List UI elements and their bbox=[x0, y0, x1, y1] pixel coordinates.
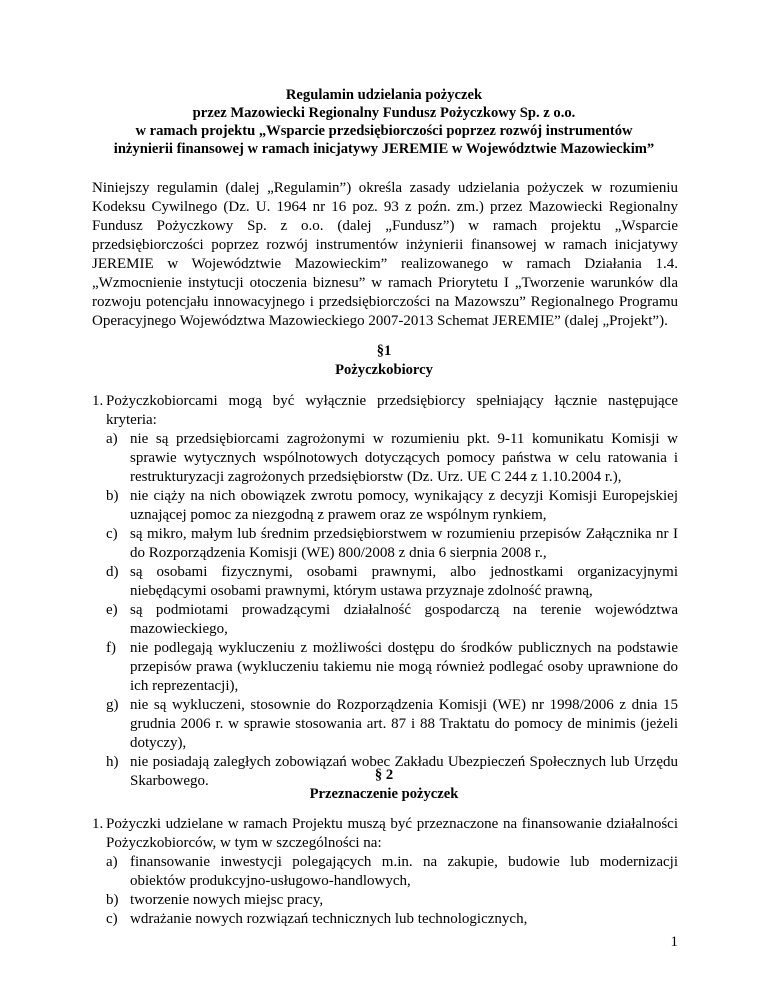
item-number: 1. bbox=[92, 393, 104, 409]
sub-item-f bbox=[92, 639, 678, 696]
sub-item-text: są osobami fizycznymi, osobami prawnymi, albo jednostkami organizacyjnymi niebędącymi osobami prawnymi, którym ustawa przyznaje zdolność prawną, bbox=[130, 564, 678, 599]
sub-item-label: d) bbox=[106, 564, 119, 580]
intro-paragraph: Niniejszy regulamin (dalej „Regulamin”) określa zasady udzielania pożyczek w rozumieniu Kodeksu Cywilnego (Dz. U. 1964 nr 16 poz. 93 z poźn. zm.) przez Mazowiecki Regionalny Fundusz Pożyczkowy Sp. z o.o. (dalej „Fundusz”) w ramach projektu „Wsparcie przedsiębiorczości poprzez rozwój instrumentów inżynierii finansowej w ramach inicjatywy JEREMIE w Województwie Mazowieckim” realizowanego w ramach Działania 1.4. „Wzmocnienie instytucji otoczenia biznesu” w ramach Priorytetu I „Tworzenie warunków dla rozwoju potencjału innowacyjnego i przedsiębiorczości na Mazowszu” Regionalnego Programu Operacyjnego Województwa Mazowieckiego 2007-2013 Schemat JEREMIE” (dalej „Projekt”). bbox=[92, 180, 678, 329]
section-2-heading: Przeznaczenie pożyczek bbox=[309, 786, 459, 802]
title-line-4: inżynierii finansowej w ramach inicjatywy JEREMIE w Województwie Mazowieckim” bbox=[113, 141, 655, 157]
item-number: 1. bbox=[92, 816, 104, 832]
sub-item-label: g) bbox=[106, 697, 119, 713]
sub-item-text: nie ciąży na nich obowiązek zwrotu pomocy, wynikający z decyzji Komisji Europejskiej uznającej pomoc za niezgodną z prawem oraz ze wspólnym rynkiem, bbox=[130, 488, 678, 523]
sub-item-label: c) bbox=[106, 526, 118, 542]
section-1-header bbox=[80, 342, 688, 380]
sub-item-label: a) bbox=[106, 431, 118, 447]
sub-item-d bbox=[92, 563, 678, 601]
sub-item-a bbox=[92, 430, 678, 487]
sub-item-label: e) bbox=[106, 602, 118, 618]
title-line-3: w ramach projektu „Wsparcie przedsiębiorczości poprzez rozwój instrumentów bbox=[135, 123, 633, 139]
section-1-list bbox=[92, 392, 678, 791]
section-2-header bbox=[80, 766, 688, 804]
sub-item-text: są podmiotami prowadzącymi działalność gospodarczą na terenie województwa mazowieckiego, bbox=[130, 602, 678, 637]
document-title bbox=[80, 86, 688, 158]
sub-item-e bbox=[92, 601, 678, 639]
section-1-number: §1 bbox=[376, 343, 392, 359]
section-1-heading: Pożyczkobiorcy bbox=[335, 362, 433, 378]
sub-item-label: b) bbox=[106, 488, 119, 504]
sub-item-c bbox=[92, 910, 678, 929]
sub-item-text: są mikro, małym lub średnim przedsiębiorstwem w rozumieniu przepisów Załącznika nr I do Rozporządzenia Komisji (WE) 800/2008 z dnia 6 sierpnia 2008 r., bbox=[130, 526, 678, 561]
sub-item-label: c) bbox=[106, 911, 118, 927]
sub-item-text: nie podlegają wykluczeniu z możliwości dostępu do środków publicznych na podstawie przepisów prawa (wykluczeniu takiemu nie mogą również podlegać osoby uprawnione do ich reprezentacji), bbox=[130, 640, 678, 694]
sub-item-text: nie są wykluczeni, stosownie do Rozporządzenia Komisji (WE) nr 1998/2006 z dnia 15 grudnia 2006 r. w sprawie stosowania art. 87 i 88 Traktatu do pomocy de minimis (jeżeli dotyczy), bbox=[130, 697, 678, 751]
sub-item-label: h) bbox=[106, 754, 119, 770]
sub-item-g bbox=[92, 696, 678, 753]
section-2-list bbox=[92, 815, 678, 929]
sub-item-label: f) bbox=[106, 640, 116, 656]
sub-item-label: b) bbox=[106, 892, 119, 908]
item-text: Pożyczkobiorcami mogą być wyłącznie przedsiębiorcy spełniający łącznie następujące kryteria: bbox=[106, 393, 678, 428]
sub-item-text: nie posiadają zaległych zobowiązań wobec Zakładu Ubezpieczeń Społecznych lub Urzędu Skarbowego. bbox=[130, 754, 678, 789]
section-2-number: § 2 bbox=[374, 767, 394, 783]
sub-item-c bbox=[92, 525, 678, 563]
sub-item-b bbox=[92, 891, 678, 910]
title-line-2: przez Mazowiecki Regionalny Fundusz Pożyczkowy Sp. z o.o. bbox=[192, 105, 576, 121]
title-line-1: Regulamin udzielania pożyczek bbox=[285, 87, 483, 103]
sub-item-text: tworzenie nowych miejsc pracy, bbox=[130, 892, 324, 908]
sub-item-a bbox=[92, 853, 678, 891]
sub-item-b bbox=[92, 487, 678, 525]
sub-item-text: wdrażanie nowych rozwiązań technicznych lub technologicznych, bbox=[130, 911, 528, 927]
page-number: 1 bbox=[670, 934, 678, 950]
sub-item-text: nie są przedsiębiorcami zagrożonymi w rozumieniu pkt. 9-11 komunikatu Komisji w sprawie wytycznych wspólnotowych dotyczących pomocy państwa w celu ratowania i restrukturyzacji zagrożonych przedsiębiorstw (Dz. Urz. UE C 244 z 1.10.2004 r.), bbox=[130, 431, 678, 485]
sub-item-text: finansowanie inwestycji polegających m.in. na zakupie, budowie lub modernizacji obiektów produkcyjno-usługowo-handlowych, bbox=[130, 854, 678, 889]
list-item bbox=[92, 392, 678, 430]
list-item bbox=[92, 815, 678, 853]
sub-item-label: a) bbox=[106, 854, 118, 870]
item-text: Pożyczki udzielane w ramach Projektu muszą być przeznaczone na finansowanie działalności Pożyczkobiorców, w tym w szczególności na: bbox=[106, 816, 678, 851]
